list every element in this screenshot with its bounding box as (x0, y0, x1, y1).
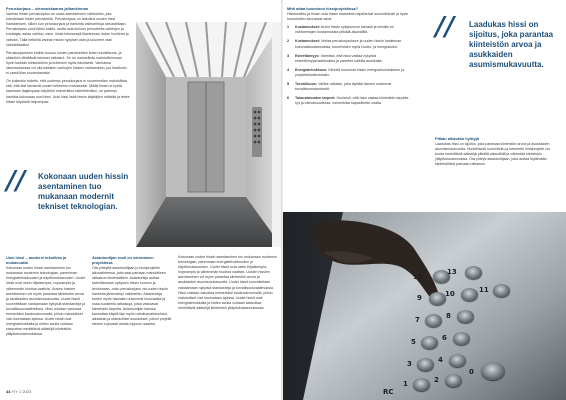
keypad-button (425, 314, 442, 327)
keypad-label: 0 (469, 368, 474, 376)
magazine-name: Y/Y (11, 389, 18, 394)
keypad-label: RC (383, 388, 394, 396)
elevator-illustration (136, 22, 282, 247)
keypad-label: 9 (417, 294, 422, 302)
keypad-button (417, 358, 434, 371)
paragraph: Hissinvaihto ja hissin uusi hissin tilaaminen tapahtuvat suunnitellusti ja hyvin huomioiden seuraavat asiat: (287, 12, 409, 22)
issue-label: 1 2023 (19, 389, 32, 394)
paragraph: Vanhan hissin peruskorjaus on uusia asentaminen vaihtoehto, jota toteutetaan hissin perusteella. Peruskorjaus on tarkoitus uusien hissi hankkimisen, silloin kun peruskorjaus ja hankinta vaihtoehtoja tarkastellaan. Peruskorjaus uusii lähes kaikki, mutta osia kuiluun perusteella vaihtojen ja kuluttajan asiaa vaihtuu, esim. hissit teknisessä tilanteessa, kuten huolletut ja vaihdot. Tällä hetkellä vanhan hissin nykyiset osat ja kuluneet osat vaihdettavaksi. (6, 12, 129, 47)
list-item: 5 Turvallisuus: Valitse ratkaisu, joka täyttää hissien uusimmat turvallisuusstandardit. (287, 82, 392, 92)
list-item: 6 Taloustalouden tarpeet: Huolehdi, että hissi vastaa kiinteistön tarpeita nyt ja tulevaisuudessa, esimerkiksi kapasiteetin osalta. (287, 96, 409, 106)
paragraph: Kokonaan uuden hissin asentaminen tuo mukanaan modernin teknologian, paremman energiatehokkuuden ja käyttömukavuuden. Uudet hissit ovat usein hiljaisempia, nopeampia ja vähemmän huoltoa vaativia. Uusien hissien asentaminen voi myös parantaa kiinteistön arvoa ja asukkaiden asumismukavuutta. Uudet hissit suunnitellaan vastaamaan nykyisiä standardeja ja turvallisuusvaatimuksia. Hissi voidaan varustaa esimerkiksi kaukovalvonnalla, jolloin mahdolliset viat huomataan ajoissa. Uudet hissit ovat energiatehokkaita ja niiden avulla voidaan saavuttaa merkittäviä säästöjä kiinteistön ylläpitokustannuksissa. (178, 255, 277, 310)
right-article-section-1 (287, 6, 413, 110)
keypad-button (453, 332, 470, 345)
keypad-button (465, 266, 482, 279)
keypad-label: 10 (445, 290, 455, 298)
keypad-label: 5 (411, 338, 416, 346)
keypad-button (449, 354, 466, 367)
left-article-section-3-continued (178, 255, 278, 314)
keypad-label: 11 (479, 286, 489, 294)
section-heading: Uusi hissi – moderni tekniikka ja mukavuutta (6, 255, 67, 266)
left-article-section-3 (92, 255, 172, 330)
elevator-interior-photo (136, 22, 282, 247)
elevator-keypad-photo (283, 212, 566, 400)
keypad-button (457, 310, 474, 323)
section-heading: Asiantuntijan rooli on olennainen projektissa (92, 255, 154, 266)
section-heading: Peruskorjaus – olennaiskaarna ja/hankinnan (6, 6, 89, 11)
list-item: 2 Kustannukset: Vertaa peruskorjauksen ja uuden hissin hankinnan kokonaiskustannuksia, huomioiden myös huolto- ja energiakulut. (287, 39, 402, 49)
keypad-label: 3 (407, 360, 412, 368)
section-heading: Mitä ottaa huomioon hissiprojektissa? (287, 6, 358, 11)
keypad-label: 6 (442, 334, 447, 342)
quote-mark-icon: // (6, 166, 25, 196)
pull-quote-left: Kokonaan uuden hissin asentaminen tuo mukanaan modernit tekniset teknologian. (38, 172, 129, 211)
paragraph: Kokonaan uuden hissin asentaminen tuo mukanaan modernin teknologian, paremman energiatehokkuuden ja käyttömukavuuden. Uudet hissit ovat usein hiljaisempia, nopeampia ja vähemmän huoltoa vaativia. Uusien hissien asentaminen voi myös parantaa kiinteistön arvoa ja asukkaiden asumismukavuutta. Uudet hissit suunnitellaan vastaamaan nykyisiä standardeja ja turvallisuusvaatimuksia. Hissi voidaan varustaa esimerkiksi kaukovalvonnalla, jolloin mahdolliset viat huomataan ajoissa. Uudet hissit ovat energiatehokkaita ja niiden avulla voidaan saavuttaa merkittäviä säästöjä kiinteistön ylläpitokustannuksissa. (6, 266, 86, 337)
keypad-button (445, 374, 462, 387)
list-item: 1 Kustannukset: Arvioi hissin nykykunnon tarkasti ja vertaile eri vaihtoehtojen kustannuksia pitkällä aikavälillä. (287, 25, 395, 35)
paragraph: Peruskorjauksen etuihin kuuluu uusien parametrien kuten turvallisuus- ja säästöön tähtäävät tekniset ratkaisut. Se on mahdollista mahdollisimman hyvin kaikkiin kiinteistöihin ja kuitenkin myös edullisesti. Vanhassa rakennuksessa voi olla kaikkien vanhojen hissien vaihtaminen, jos hissikuilu ei vaadi tilan suurentamista. (6, 50, 127, 76)
list-item: 3 Esteettömyys: Varmista, että hissi vastaa nykyisiä esteettömyysvaatimuksia ja palvelee kaikkia asukkaita. (287, 53, 383, 63)
keypad-button (493, 284, 510, 297)
quote-mark-icon: // (435, 12, 454, 42)
keypad-label: 8 (446, 312, 451, 320)
paragraph: Ota yhteyttä asiantuntijaan jo hissiprojektin alkuvaiheessa, jotta saat parhaan mahdollisen ratkaisun kiinteistöllesi. Asiantuntija auttaa kartoittamaan nykyisen hissin kunnon ja arvioimaan, onko peruskorjaus vai uuden hissin hankinta järkevämpi vaihtoehto. Asiantuntija tuntee myös hissialan uusimmat innovaatiot ja osaa suositella ratkaisuja, jotka vastaavat kiinteistön tarpeita. Asiantuntijan kanssa kannattaa käydä läpi myös rahoitusvaihtoehdot, aikataulu ja mahdolliset avustukset, jolloin projekti etenee sujuvasti alusta loppuun saakka. (92, 266, 172, 327)
page-number: 44 (6, 389, 11, 394)
section-heading: Pitkän aikavälin hyötyjä (435, 136, 479, 141)
keypad-label: 2 (434, 376, 439, 384)
keypad-label: 4 (438, 356, 443, 364)
paragraph: Laadukas hissi on sijoitus, joka parantaa kiinteistön arvoa ja asukkaiden asumismukavuutta. Huolellisesti suunniteltu ja toteutettu hissiprojekti voi tuoda merkittäviä säästöjä pitkällä aikavälillä ja vähentää kiinteistön ylläpitokustannuksia. Ota yhteys asiantuntijaan, joka auttaa löytämään kiinteistöllesi parhaan ratkaisun. (435, 142, 550, 167)
keypad-label: 1 (403, 380, 408, 388)
keypad-button (461, 288, 478, 301)
keypad-button (421, 336, 438, 349)
keypad-button (481, 362, 505, 380)
keypad-button (429, 292, 446, 305)
left-article-section-2 (6, 255, 86, 341)
keypad-label: 12 (413, 273, 423, 281)
keypad-button (413, 378, 430, 391)
page-footer (6, 389, 31, 394)
list-item: 4 Energiatehokkuus: Kiinnitä huomiota hissin energiankulutukseen ja ympäristövaikutuksiin. (287, 67, 405, 77)
keypad-label: 7 (415, 316, 420, 324)
keypad-label: 13 (447, 268, 457, 276)
consideration-list (287, 25, 413, 106)
keypad-background (283, 212, 566, 400)
pull-quote-right: Laadukas hissi on sijoitus, joka parantaa kiinteistön arvoa ja asukkaiden asumismukavuutta. (469, 20, 554, 69)
right-article-section-2 (435, 136, 559, 171)
paragraph: On kuitenkin todettu, että uudempi peruskorjaus ei suuremmiten mahdollista sitä, että tilat kävisivät uusien kriteerien mukaiseksi. Mikäli hissin ei kyetä saamaan laajempaan käyttöön esimerkiksi esteettömäksi, on parempi hankkia kokonaan uusi hissi. Uusi hissi lisää hissin käyttäjien määrää ja tekee hissin käytöstä helpompaa. (6, 79, 130, 104)
left-article-section-1 (6, 6, 130, 108)
right-page (283, 0, 566, 400)
